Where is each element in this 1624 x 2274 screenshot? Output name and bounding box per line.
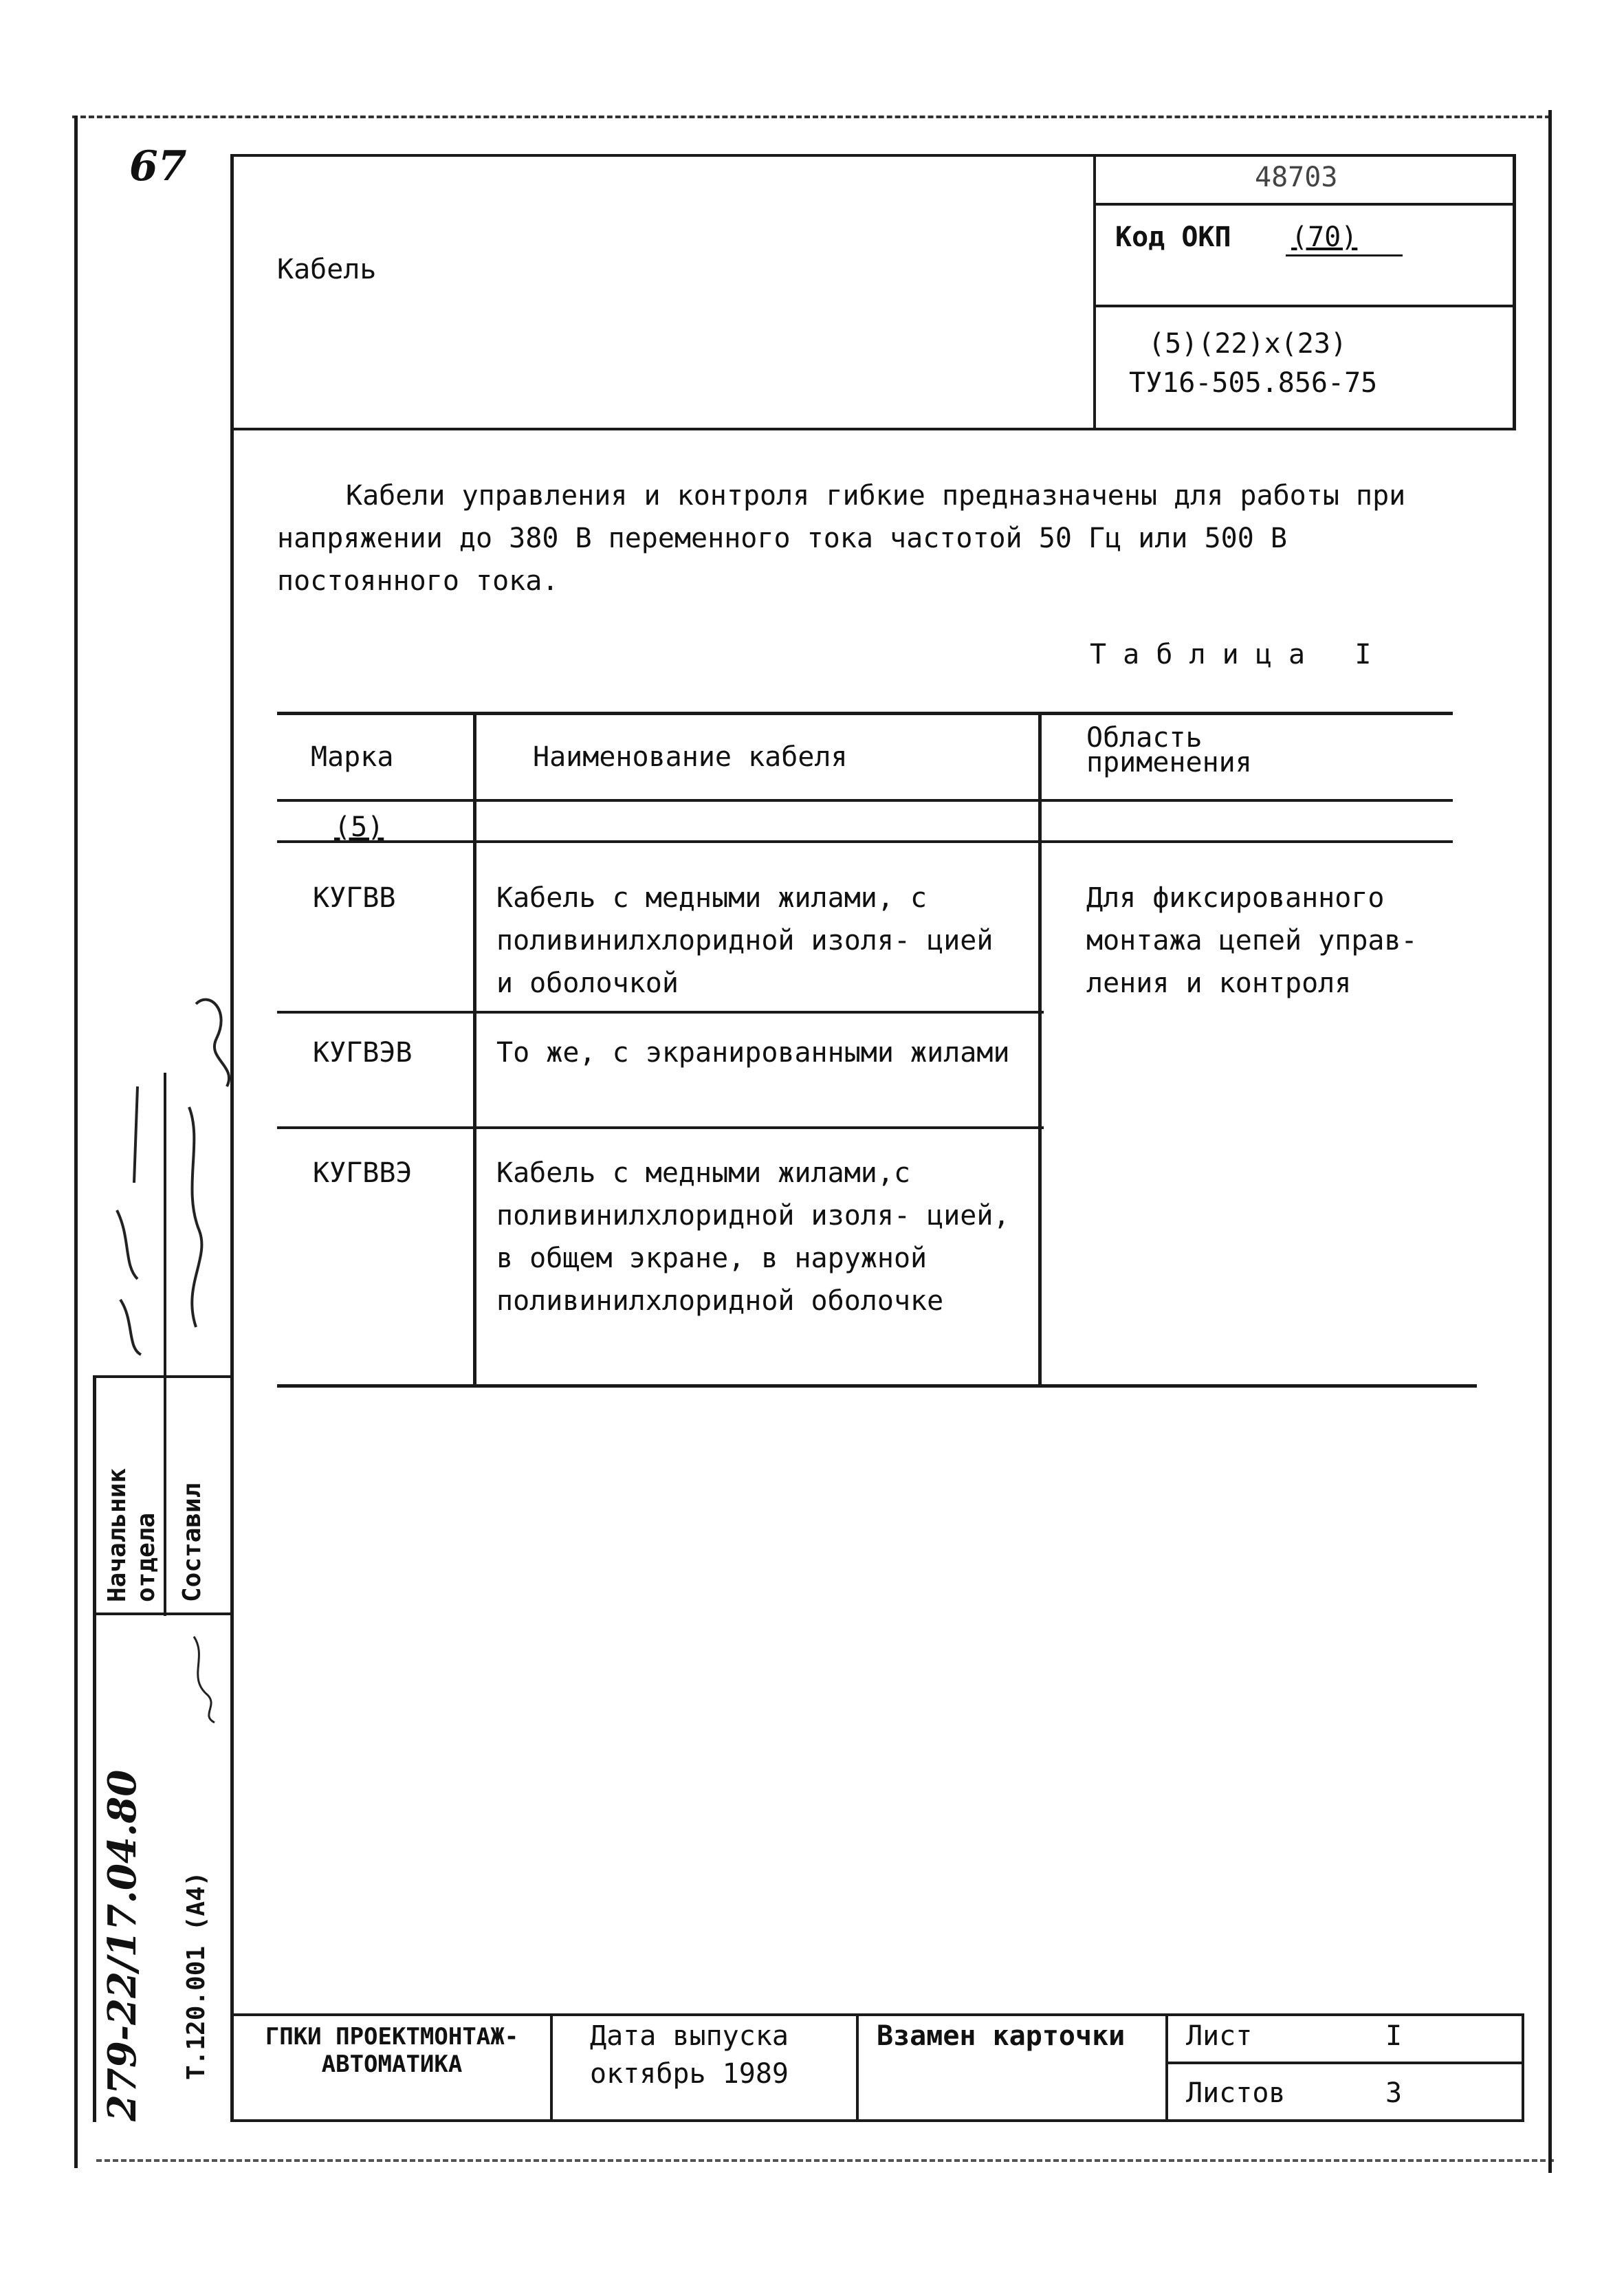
signature-registration — [180, 1630, 235, 1726]
page-border-right — [1548, 110, 1552, 2173]
header-bottom-rule — [230, 428, 1516, 430]
footer-divider-3 — [1165, 2013, 1168, 2122]
card-frame-top — [230, 154, 1516, 157]
intro-paragraph: Кабели управления и контроля гибкие предназначены для работы при напряжении до 380 В переменного тока частотой 50 Гц или 500 В постоянного тока. — [277, 480, 1406, 597]
replace-label: Взамен карточки — [877, 2020, 1126, 2052]
code-row-mark: (5) — [334, 811, 384, 843]
author-label: Составил — [178, 1483, 206, 1602]
page-border-left — [74, 116, 78, 2168]
row-rule-2 — [277, 1126, 1044, 1129]
table-top-rule — [277, 712, 1453, 715]
card-frame-right — [1513, 154, 1516, 429]
sheets-value: 3 — [1385, 2077, 1403, 2109]
signature-head — [103, 1073, 165, 1362]
mark-field: (5)(22)x(23) — [1148, 328, 1347, 360]
footer-sheet-rule — [1165, 2062, 1523, 2064]
row3-mark: КУГВВЭ — [313, 1157, 413, 1189]
row-application: Для фиксированного монтажа цепей управ- ления и контроля — [1086, 882, 1418, 999]
page-number: 67 — [129, 142, 187, 190]
header-application: Область применения — [1086, 722, 1252, 778]
issue-label: Дата выпуска — [590, 2020, 789, 2052]
stamp-left-edge — [93, 1377, 96, 2122]
table-caption: Т а б л и ц а I — [1090, 639, 1372, 670]
footer-top-rule — [230, 2013, 1523, 2016]
sheets-label: Листов — [1186, 2077, 1286, 2109]
sheet-value: I — [1385, 2020, 1403, 2052]
footer-divider-1 — [550, 2013, 553, 2122]
table-code-rule — [277, 840, 1453, 843]
okp-value: (70) — [1291, 221, 1358, 253]
signature-author — [168, 983, 251, 1368]
head-of-department-label: Начальник отдела — [103, 1467, 160, 1602]
okp-label: Код ОКП — [1115, 221, 1231, 253]
row3-name: Кабель с медными жилами,с поливинилхлоридной изоля- цией, в общем экране, в наружной поливинилхлоридной оболочке — [496, 1157, 1010, 1317]
page-border-bottom — [96, 2159, 1554, 2162]
card-title: Кабель — [277, 254, 377, 285]
header-name: Наименование кабеля — [533, 741, 848, 773]
row1-mark: КУГВВ — [313, 882, 396, 914]
footer-divider-2 — [856, 2013, 859, 2122]
table-header-rule — [277, 799, 1453, 802]
footer-bottom-rule — [230, 2119, 1523, 2122]
code-box-rule-1 — [1093, 203, 1516, 206]
row1-name: Кабель с медными жилами, с поливинилхлоридной изоля- цией и оболочкой — [496, 882, 994, 999]
row2-name: То же, с экранированными жилами — [496, 1037, 1010, 1069]
table-col-divider-1 — [473, 712, 476, 1388]
page-border-top — [72, 116, 1550, 118]
row-rule-1 — [277, 1011, 1044, 1014]
okp-underline — [1286, 254, 1403, 256]
code-box-rule-2 — [1093, 305, 1516, 307]
document-code: Т.120.001 (А4) — [182, 1871, 210, 2080]
code-box-divider — [1093, 154, 1096, 429]
sheet-label: Лист — [1186, 2020, 1253, 2052]
tu-number: ТУ16-505.856-75 — [1129, 367, 1378, 399]
header-mark: Марка — [311, 741, 394, 773]
organization: ГПКИ ПРОЕКТМОНТАЖ- АВТОМАТИКА — [265, 2023, 519, 2078]
footer-right-edge — [1522, 2013, 1524, 2122]
row2-mark: КУГВЭВ — [313, 1037, 413, 1069]
registration-number: 279-22/17.04.80 — [100, 1769, 145, 2121]
table-col-divider-2 — [1038, 712, 1042, 1388]
table-bottom-rule — [277, 1384, 1477, 1388]
code-number: 48703 — [1255, 162, 1338, 193]
issue-date: октябрь 1989 — [590, 2058, 789, 2090]
